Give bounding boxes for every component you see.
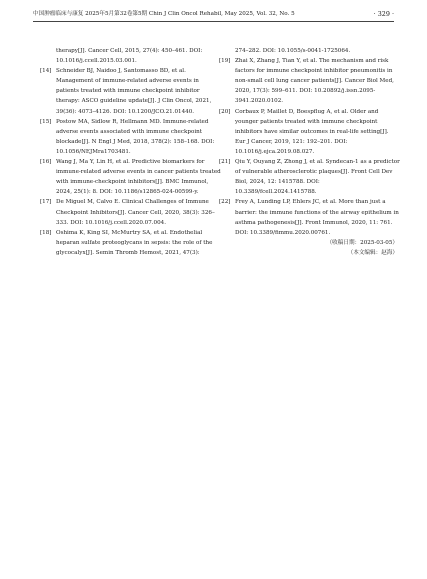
reference-item (40, 197, 221, 227)
running-header (33, 7, 394, 21)
reference-item (40, 66, 221, 116)
reference-number: [17] (40, 199, 52, 206)
reference-text: Wang J, Ma Y, Lin H, et al. Predictive biomarkers for immune-related adverse events in cancer patients treated with immune-checkpoint inhibitors[J]. BMC Immunol, 2024, 25(1): 8. DOI: 10.1186/s12865-024-00599-y. (56, 159, 221, 196)
reference-text: Frey A, Lunding LP, Ehlers JC, et al. More than just a barrier: the immune functions of the airway epithelium in asthma pathogenesis[J]. Front Immunol, 2020, 11: 761. DOI: 10.3389/fimmu.2020.00761. (235, 199, 399, 236)
page-number: · 329 · (373, 10, 394, 18)
journal-header-title: 中国肿瘤临床与康复 2025年5月第32卷第5期 Chin J Clin Oncol Rehabil, May 2025, Vol. 32, No. 5 (33, 11, 295, 17)
reference-text: De Miguel M, Calvo E. Clinical Challenges of Immune Checkpoint Inhibitors[J]. Cancer Cell, 2020, 38(3): 326–333. DOI: 10.1016/j.ccell.2020.07.004. (56, 199, 215, 226)
reference-item (219, 56, 400, 106)
reference-text: therapy[J]. Cancer Cell, 2015, 27(4): 450–461. DOI: 10.1016/j.ccell.2015.03.001. (56, 48, 203, 65)
reference-number: [21] (219, 159, 231, 166)
reference-item (219, 107, 400, 157)
reference-number: [22] (219, 199, 231, 206)
reference-number: [14] (40, 68, 52, 75)
reference-number: [16] (40, 159, 52, 166)
reference-item (219, 157, 400, 197)
reference-text: Corbaux P, Maillet D, Boespflug A, et al. Older and younger patients treated with immune checkpoint inhibitors have similar outcomes in real-life setting[J]. Eur J Cancer, 2019, 121: 192–201. DOI: 10.1016/j.ejca.2019.08.027. (235, 108, 389, 155)
references-right-column (219, 46, 400, 258)
reference-text: Qiu Y, Ouyang Z, Zhong J, et al. Syndecan-1 as a predictor of vulnerable atherosclerotic plaques[J]. Front Cell Dev Biol, 2024, 12: 1415788. DOI: 10.3389/fcell.2024.1415788. (235, 159, 400, 196)
reference-text: Schneider BJ, Naidoo J, Santomasso BD, et al. Management of immune-related adverse events in patients treated with immune checkpoint inhibitor therapy: ASCO guideline update[J]. J Clin Oncol, 2021, 39(36): 4073–4126. DOI: 10.1200/JCO.21.01440. (56, 68, 212, 115)
reference-text: Zhai X, Zhang J, Tian Y, et al. The mechanism and risk factors for immune checkpoint inhibitor pneumonitis in non-small cell lung cancer patients[J]. Cancer Biol Med, 2020, 17(3): 599–611. DOI: 10.20892/j.issn.2095-3941.2020.0102. (235, 58, 394, 105)
reference-item (40, 157, 221, 197)
references-left-column (40, 46, 221, 258)
reference-text: Postow MA, Sidlow R, Hellmann MD. Immune-related adverse events associated with immune checkpoint blockade[J]. N Engl J Med, 2018, 378(2): 158–168. DOI: 10.1056/NEJMra1703481. (56, 118, 215, 155)
editor-note: （本文编辑：赵海） (347, 249, 398, 256)
reference-item (40, 228, 221, 258)
reference-number: [20] (219, 108, 231, 115)
reference-item (40, 117, 221, 157)
header-divider (33, 21, 394, 22)
reference-item (222, 46, 400, 56)
reference-text: Oshima K, King SI, McMurtry SA, et al. Endothelial heparan sulfate proteoglycans in sepsis: the role of the glycocalyx[J]. Semin Thromb Hemost, 2021, 47(3): (56, 229, 213, 256)
reference-number: [19] (219, 58, 231, 65)
reference-number: [18] (40, 229, 52, 236)
reference-number: [15] (40, 118, 52, 125)
reference-item (43, 46, 221, 66)
reference-text: 274–282. DOI: 10.1055/s-0041-1725064. (235, 48, 351, 54)
received-date: （收稿日期：2025-03-05） (326, 239, 398, 246)
reference-item (219, 197, 400, 237)
